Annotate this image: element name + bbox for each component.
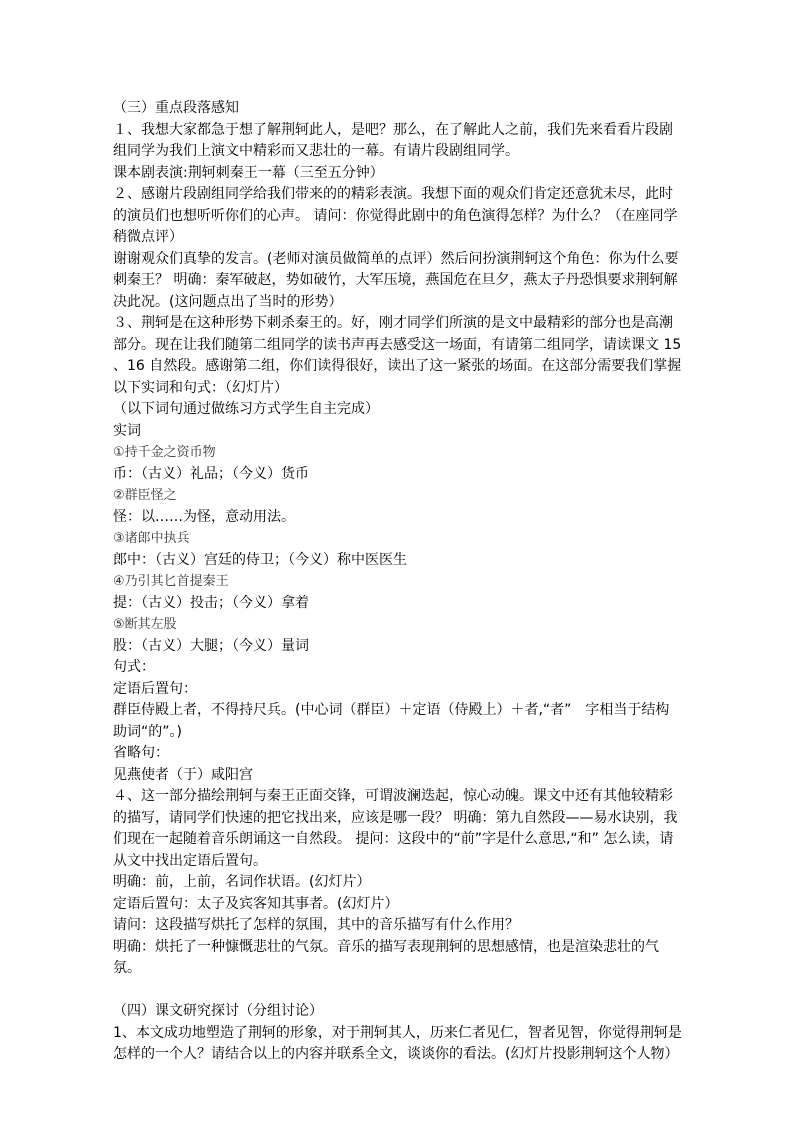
blank-line xyxy=(113,980,683,1002)
sentence-example-2: 见燕使者（于）咸阳宫 xyxy=(113,766,253,783)
document-page xyxy=(113,98,686,1066)
section-heading-4: （四）课文研究探讨（分组讨论） xyxy=(113,1003,323,1019)
answer-2: 定语后置句：太子及宾客知其事者。(幻灯片） xyxy=(113,895,399,912)
answer-atmosphere: 明确：烘托了一种慷慨悲壮的气氛。音乐的描写表现荆轲的思想感情，也是渲染悲壮的气氛。 xyxy=(113,938,659,976)
label-sentence-patterns: 句式： xyxy=(113,659,155,675)
example-5: ⑤断其左股 xyxy=(113,617,177,632)
example-3: ③诸郎中执兵 xyxy=(113,531,190,546)
meaning-5: 股：（古义）大腿；（今义）量词 xyxy=(113,637,309,654)
meaning-1: 币：（古义）礼品；（今义）货币 xyxy=(113,465,309,482)
meaning-2: 怪：以……为怪，意动用法。 xyxy=(113,508,295,525)
paragraph-3: ３、荆轲是在这种形势下刺杀秦王的。好，刚才同学们所演的是文中最精彩的部分也是高潮部分。现在让我们随第二组同学的读书声再去感受这一场面，有请第二组同学，请读课文 15 、16 自然段。感谢第二组，你们读得很好，读出了这一紧张的场面。在这部分需要我们掌握以下实词和句式：（幻灯片） xyxy=(113,315,686,396)
note-exercise: （以下词句通过做练习方式学生自主完成） xyxy=(113,401,379,417)
paragraph-4: ４、这一部分描绘荆轲与秦王正面交锋，可谓波澜迭起，惊心动魄。课文中还有其他较精彩的描写，请同学们快速的把它找出来，应该是哪一段？ 明确：第九自然段——易水诀别，我们现在一起随着音乐朗诵这一自然段。 提问：这段中的“前”字是什么意思,“和” 怎么读，请从文中找出定语后置句。 xyxy=(113,788,678,869)
label-postpositive-attributive: 定语后置句： xyxy=(113,680,197,697)
paragraph-thanks: 谢谢观众们真挚的发言。(老师对演员做简单的点评）然后问扮演荆轲这个角色：你为什么要刺秦王？ 明确：秦军破赵，势如破竹，大军压境，燕国危在旦夕，燕太子丹恐惧要求荆轲解决此况。(这问题点出了当时的形势） xyxy=(113,250,679,310)
question-atmosphere: 请问：这段描写烘托了怎样的氛围，其中的音乐描写有什么作用？ xyxy=(113,917,519,933)
example-2: ②群臣怪之 xyxy=(113,488,177,503)
label-ellipsis: 省略句： xyxy=(113,745,169,761)
label-content-words: 实词 xyxy=(113,422,141,439)
answer-1: 明确：前，上前，名词作状语。(幻灯片） xyxy=(113,874,371,890)
meaning-3: 郎中：（古义）宫廷的侍卫；（今义）称中医医生 xyxy=(113,551,407,568)
sentence-example-1: 群臣侍殿上者，不得持尺兵。(中心词（群臣）＋定语（侍殿上）＋者,“者” 字相当于结构助词“的”。) xyxy=(113,702,670,740)
meaning-4: 提：（古义）投击；（今义）拿着 xyxy=(113,594,309,611)
example-1: ①持千金之资币物 xyxy=(113,445,216,460)
paragraph-drama: 课本剧表演:荆轲刺秦王一幕（三至五分钟） xyxy=(113,164,384,181)
discussion-1: 1、本文成功地塑造了荆轲的形象，对于荆轲其人，历来仁者见仁，智者见智，你觉得荆轲是怎样的一个人？请结合以上的内容并联系全文，谈谈你的看法。(幻灯片投影荆轲这个人物） xyxy=(113,1024,682,1062)
example-4: ④乃引其匕首提秦王 xyxy=(113,574,229,589)
paragraph-1: １、我想大家都急于想了解荆轲此人，是吧？那么，在了解此人之前，我们先来看看片段剧组同学为我们上演文中精彩而又悲壮的一幕。有请片段剧组同学。 xyxy=(113,121,673,159)
paragraph-2: ２、感谢片段剧组同学给我们带来的的精彩表演。我想下面的观众们肯定还意犹未尽，此时的演员们也想听听你们的心声。 请问：你觉得此剧中的角色演得怎样？为什么？（在座同学稍微点评） xyxy=(113,186,678,245)
section-heading-3: （三）重点段落感知 xyxy=(113,100,239,116)
